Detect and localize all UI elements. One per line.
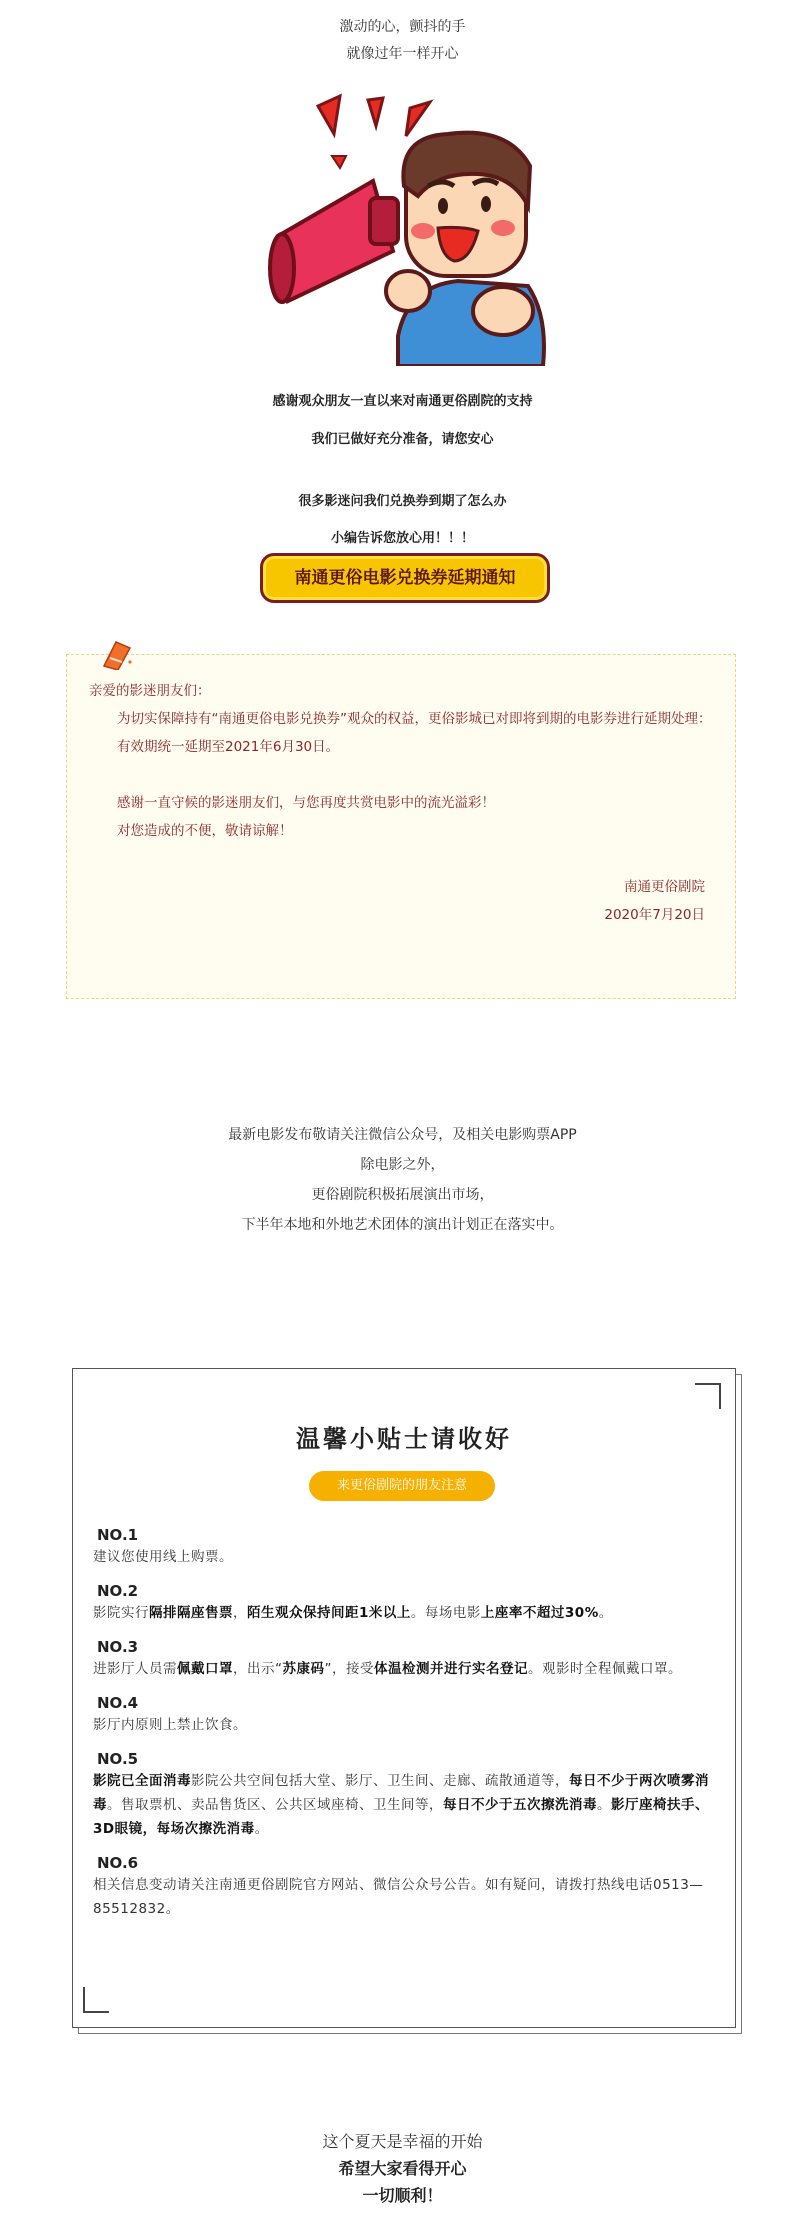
megaphone-man-illustration (258, 86, 548, 366)
info-line-3: 更俗剧院积极拓展演出市场， (311, 1187, 494, 1203)
outro-text (0, 2128, 805, 2209)
info-line-4: 下半年本地和外地艺术团体的演出计划正在落实中。 (241, 1217, 564, 1233)
outro-line-2: 希望大家看得开心 (338, 2159, 467, 2178)
tip-number: NO.4 (93, 1693, 142, 1713)
tip-text: 进影厅人员需佩戴口罩，出示“苏康码”，接受体温检测并进行实名登记。观影时全程佩戴口罩。 (93, 1661, 682, 1677)
tips-title: 温馨小贴士请收好 (296, 1425, 512, 1453)
letter-body-3: 感谢一直守候的影迷朋友们，与您再度共赏电影中的流光溢彩！ (117, 795, 495, 811)
letter-signature: 南通更俗剧院 (624, 879, 705, 895)
extension-notice-button[interactable]: 南通更俗电影兑换券延期通知 (260, 553, 550, 603)
outro-line-1: 这个夏天是幸福的开始 (322, 2132, 483, 2151)
tip-item-1 (93, 1525, 713, 1569)
tip-text: 影厅内原则上禁止饮食。 (93, 1717, 247, 1733)
tip-number: NO.6 (93, 1853, 142, 1873)
outro-line-3: 一切顺利！ (362, 2186, 443, 2205)
letter-body-2: 有效期统一延期至2021年6月30日。 (117, 739, 340, 755)
corner-decoration-top-right (695, 1383, 721, 1409)
ticket-icon (100, 640, 134, 670)
intro-line-2: 就像过年一样开心 (346, 46, 459, 62)
letter-date: 2020年7月20日 (604, 907, 705, 923)
tip-text: 影院实行隔排隔座售票，陌生观众保持间距1米以上。每场电影上座率不超过30%。 (93, 1605, 613, 1621)
tip-item-2 (93, 1581, 713, 1625)
info-line-1: 最新电影发布敬请关注微信公众号，及相关电影购票APP (228, 1127, 577, 1143)
letter-body-1: 为切实保障持有“南通更俗电影兑换券”观众的权益，更俗影城已对即将到期的电影券进行延期处理： (117, 711, 712, 727)
tip-item-6 (93, 1853, 713, 1921)
tip-text: 影院已全面消毒影院公共空间包括大堂、影厅、卫生间、走廊、疏散通道等，每日不少于两次喷雾消毒。售取票机、卖品售货区、公共区域座椅、卫生间等，每日不少于五次擦洗消毒。影厅座椅扶手、3D眼镜，每场次擦洗消毒。 (93, 1773, 709, 1837)
letter-spacer (89, 761, 713, 789)
info-line-2: 除电影之外， (360, 1157, 445, 1173)
tip-number: NO.5 (93, 1749, 142, 1769)
tip-item-4 (93, 1693, 713, 1737)
megaphone-icon (270, 181, 398, 302)
tip-number: NO.1 (93, 1525, 142, 1545)
thanks-line-3: 很多影迷问我们兑换券到期了怎么办 (298, 494, 507, 509)
letter-greeting: 亲爱的影迷朋友们： (89, 683, 211, 699)
thanks-line-2: 我们已做好充分准备，请您安心 (311, 432, 494, 447)
thanks-line-1: 感谢观众朋友一直以来对南通更俗剧院的支持 (272, 394, 533, 409)
tip-text: 相关信息变动请关注南通更俗剧院官方网站、微信公众号公告。如有疑问，请拨打热线电话0513—85512832。 (93, 1877, 704, 1917)
corner-decoration-bottom-left (83, 1987, 109, 2013)
tips-list (93, 1525, 713, 1933)
tip-number: NO.2 (93, 1581, 142, 1601)
tip-text: 建议您使用线上购票。 (93, 1549, 233, 1565)
letter-body-4: 对您造成的不便，敬请谅解！ (117, 823, 293, 839)
tip-item-5 (93, 1749, 713, 1841)
man (386, 133, 544, 366)
thanks-line-4: 小编告诉您放心用！！！ (330, 531, 474, 546)
info-paragraph (0, 1120, 805, 1240)
letter-spacer-2 (89, 845, 713, 873)
tips-card (72, 1368, 736, 2028)
intro-text (0, 14, 805, 68)
intro-line-1: 激动的心，颤抖的手 (339, 19, 466, 35)
tips-subtitle-badge: 来更俗剧院的朋友注意 (309, 1471, 495, 1501)
tip-number: NO.3 (93, 1637, 142, 1657)
notice-letter (66, 654, 736, 999)
tip-item-3 (93, 1637, 713, 1681)
